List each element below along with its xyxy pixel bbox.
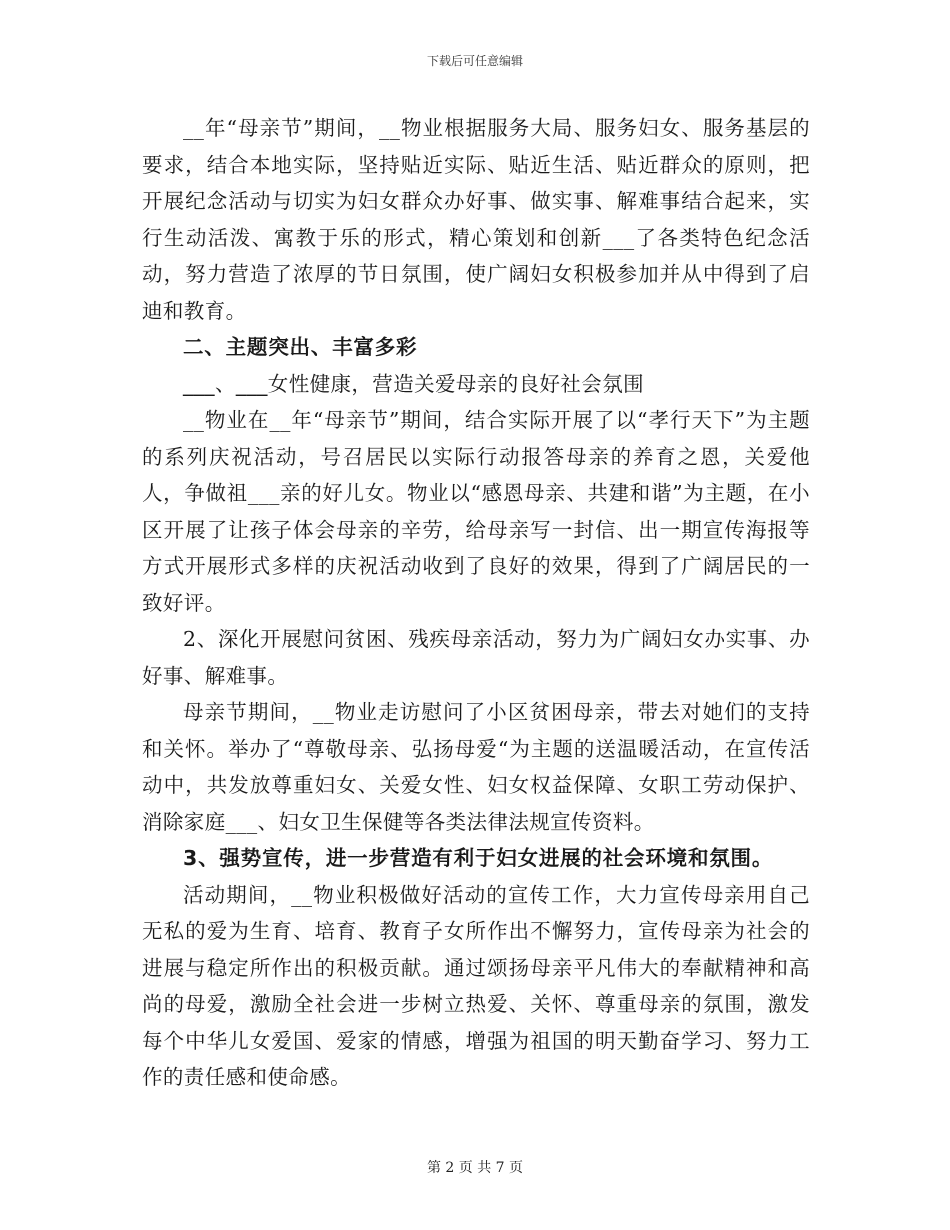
paragraph-celebration: __物业在__年“母亲节”期间，结合实际开展了以“孝行天下”为主题的系列庆祝活动，号召居民以实际行动报答母亲的养育之恩，关爱他人，争做祖___亲的好儿女。物业以“感恩母亲、共建和谐”为主题，在小区开展了让孩子体会母亲的辛劳，给母亲写一封信、出一期宣传海报等方式开展形式多样的庆祝活动收到了良好的效果，得到了广阔居民的一致好评。 xyxy=(142,408,810,615)
page-number: 第 2 页 共 7 页 xyxy=(426,1160,524,1176)
paragraph-publicity: 活动期间，__物业积极做好活动的宣传工作，大力宣传母亲用自己无私的爱为生育、培育、教育子女所作出不懈努力，宣传母亲为社会的进展与稳定所作出的积极贡献。通过颂扬母亲平凡伟大的奉献精神和高尚的母爱，激励全社会进一步树立热爱、关怀、尊重母亲的氛围，激发每个中华儿女爱国、爱家的情感，增强为祖国的明天勤奋学习、努力工作的责任感和使命感。 xyxy=(142,882,810,1089)
paragraph-visit-details: 母亲节期间，__物业走访慰问了小区贫困母亲，带去对她们的支持和关怀。举办了“尊敬母亲、弘扬母爱“为主题的送温暖活动，在宣传活动中，共发放尊重妇女、关爱女性、妇女权益保障、女职工劳动保护、消除家庭___、妇女卫生保健等各类法律法规宣传资料。 xyxy=(142,700,810,834)
section-heading-theme: 二、主题突出、丰富多彩 xyxy=(183,335,418,359)
page-header: 下载后可任意编辑 xyxy=(426,54,523,68)
subheading-women-health: ___、___女性健康，营造关爱母亲的良好社会氛围 xyxy=(183,371,644,396)
section-heading-publicity: 3、强势宣传，进一步营造有利于妇女进展的社会环境和氛围。 xyxy=(183,846,774,870)
paragraph-visit-heading: 2、深化开展慰问贫困、残疾母亲活动，努力为广阔妇女办实事、办好事、解难事。 xyxy=(142,627,810,688)
paragraph-intro: __年“母亲节”期间，__物业根据服务大局、服务妇女、服务基层的要求，结合本地实际，坚持贴近实际、贴近生活、贴近群众的原则，把开展纪念活动与切实为妇女群众办好事、做实事、解难事结合起来，实行生动活泼、寓教于乐的形式，精心策划和创新___了各类特色纪念活动，努力营造了浓厚的节日氛围，使广阔妇女积极参加并从中得到了启迪和教育。 xyxy=(142,116,810,323)
document-body xyxy=(142,110,810,1096)
